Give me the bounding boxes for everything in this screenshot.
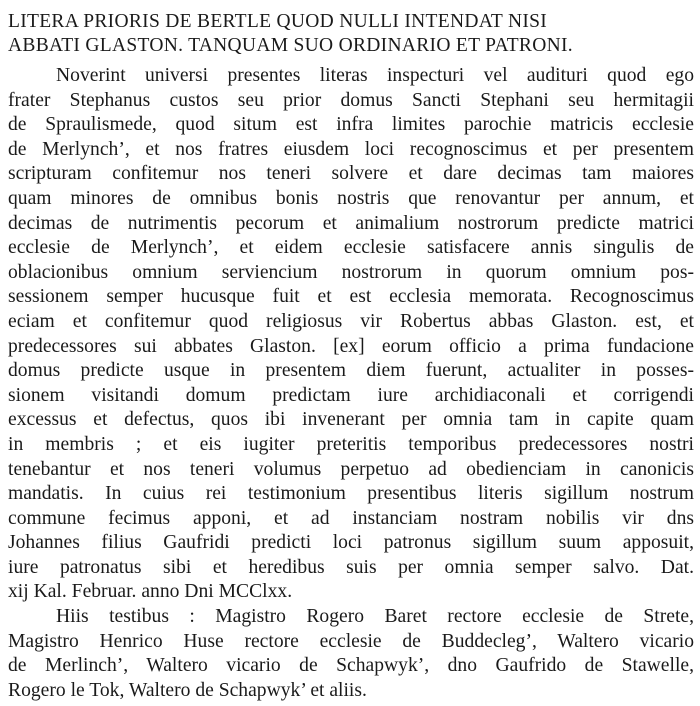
text-line: quam minores de omnibus bonis nostris que renovantur per annum, et (8, 187, 694, 209)
text-line: frater Stephanus custos seu prior domus Sancti Stephani seu hermitagii (8, 89, 694, 111)
witnesses-paragraph (8, 605, 694, 703)
text-line: oblacionibus omnium serviencium nostrorum in quorum omnium pos- (8, 261, 694, 283)
text-line: commune fecimus apponi, et ad instanciam nostram nobilis vir dns (8, 507, 694, 529)
charter-paragraph (8, 64, 694, 605)
text-line: scripturam confitemur nos teneri solvere et dare decimas tam maiores (8, 163, 694, 185)
text-line: ecclesie de Merlynch’, et eidem ecclesie satisfacere annis singulis de (8, 237, 694, 259)
text-line: in membris ; et eis iugiter preteritis temporibus predecessores nostri (8, 433, 694, 455)
text-line: domus predicte usque in presentem diem fuerunt, actualiter in posses- (8, 360, 694, 382)
text-line: mandatis. In cuius rei testimonium presentibus literis sigillum nostrum (8, 483, 694, 505)
text-line: tenebantur et nos teneri volumus perpetuo ad obedienciam in canonicis (8, 458, 694, 480)
text-line: predecessores sui abbates Glaston. [ex] eorum officio a prima fundacione (8, 335, 694, 357)
text-line: sionem visitandi domum predictam iure archidiaconali et corrigendi (8, 384, 694, 406)
title-line: LITERA PRIORIS DE BERTLE QUOD NULLI INTENDAT NISI (8, 11, 548, 32)
text-line: Hiis testibus : Magistro Rogero Baret rectore ecclesie de Strete, (56, 606, 694, 628)
text-line: xij Kal. Februar. anno Dni MCClxx. (8, 581, 293, 603)
text-line: Johannes filius Gaufridi predicti loci patronus sigillum suum apposuit, (8, 532, 694, 554)
text-line: de Merlynch’, et nos fratres eiusdem loci recognoscimus et per presentem (8, 138, 694, 160)
text-line: eciam et confitemur quod religiosus vir Robertus abbas Glaston. est, et (8, 310, 694, 332)
text-line: de Spraulismede, quod situm est infra limites parochie matricis ecclesie (8, 114, 694, 136)
title-line: ABBATI GLASTON. TANQUAM SUO ORDINARIO ET PATRONI. (8, 35, 573, 56)
text-line: Magistro Henrico Huse rectore ecclesie de Buddecleg’, Waltero vicario (8, 630, 694, 652)
text-line: Rogero le Tok, Waltero de Schapwyk’ et aliis. (8, 679, 367, 701)
document-title (8, 10, 694, 58)
text-line: sessionem semper hucusque fuit et est ecclesia memorata. Recognoscimus (8, 286, 694, 308)
text-line: de Merlinch’, Waltero vicario de Schapwyk’, dno Gaufrido de Stawelle, (8, 655, 694, 677)
text-line: iure patronatus sibi et heredibus suis per omnia semper salvo. Dat. (8, 556, 694, 578)
text-line: excessus et defectus, quos ibi invenerant per omnia tam in capite quam (8, 409, 694, 431)
text-line: decimas de nutrimentis pecorum et animalium nostrorum predicte matrici (8, 212, 694, 234)
text-line: Noverint universi presentes literas inspecturi vel audituri quod ego (56, 65, 694, 86)
